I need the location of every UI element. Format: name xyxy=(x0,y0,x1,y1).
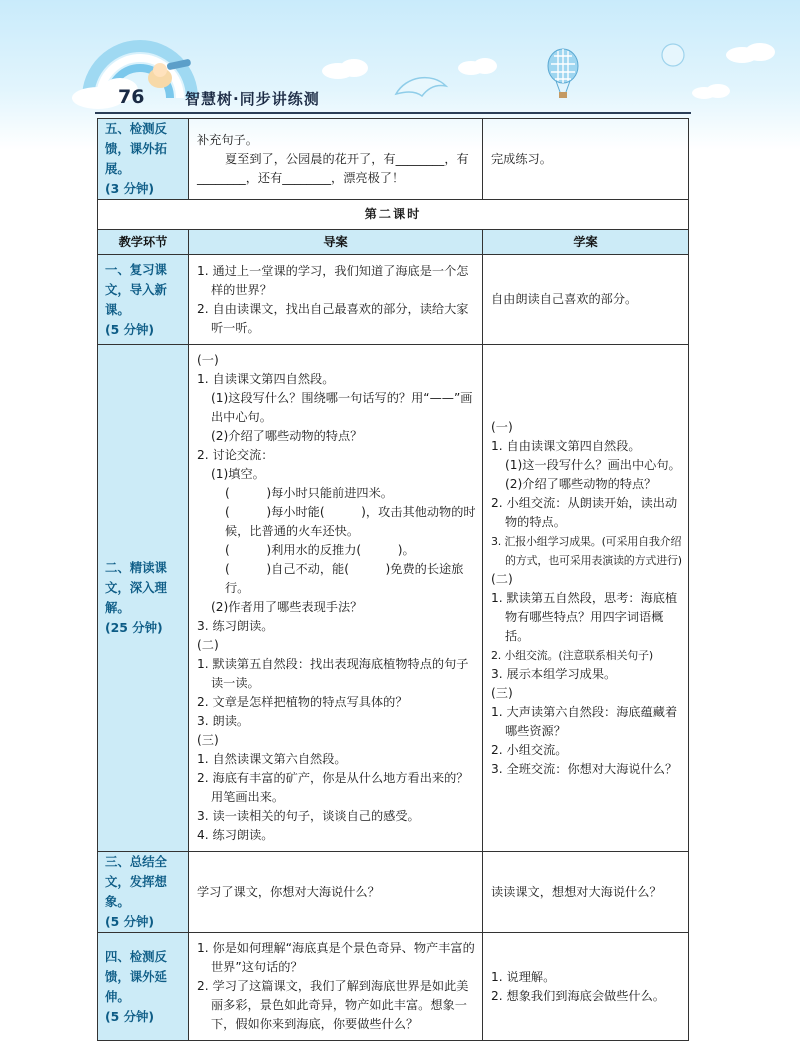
learn-cell xyxy=(483,345,689,852)
table-header-row xyxy=(98,230,689,255)
learn-line: 读读课文，想想对大海说什么？ xyxy=(491,884,662,899)
learn-line: 自由朗读自己喜欢的部分。 xyxy=(491,292,638,306)
hot-air-balloon-icon xyxy=(546,48,580,100)
table-row xyxy=(98,852,689,933)
guide-line: 3. 朗读。 xyxy=(197,714,250,728)
table-row xyxy=(98,119,689,200)
learn-line: 2. 小组交流。 xyxy=(491,742,568,757)
dolphin-icon xyxy=(392,70,452,106)
guide-line: ( )自己不动，能( )免费的长途旅行。 xyxy=(225,562,464,595)
learn-line: 3. 全班交流：你想对大海说什么？ xyxy=(491,761,678,776)
learn-cell xyxy=(483,119,689,200)
guide-line: 2. 自由读课文，找出自己最喜欢的部分，读给大家听一听。 xyxy=(197,301,469,335)
telescope-icon xyxy=(165,55,195,75)
section-title: 第二课时 xyxy=(98,200,689,230)
guide-line: (2)作者用了哪些表现手法？ xyxy=(211,600,363,614)
step-name: 五、检测反馈，课外拓展。 xyxy=(105,121,167,176)
cloud-icon xyxy=(455,56,505,76)
learn-line: (2)介绍了哪些动物的特点？ xyxy=(505,476,657,491)
guide-line: 1. 自然读课文第六自然段。 xyxy=(197,752,347,766)
learn-line: 1. 说理解。 xyxy=(491,969,556,984)
step-name: 二、精读课文，深入理解。 xyxy=(105,560,167,615)
step-cell xyxy=(98,345,189,852)
learn-line: 1. 自由读课文第四自然段。 xyxy=(491,438,641,453)
series-title: 智慧树·同步讲练测 xyxy=(185,90,320,108)
step-duration: (3 分钟) xyxy=(105,181,155,196)
step-cell xyxy=(98,852,189,933)
table-row xyxy=(98,933,689,1041)
guide-line: (二) xyxy=(197,638,219,652)
table-row xyxy=(98,255,689,345)
cloud-icon xyxy=(722,40,782,64)
learn-line: 3. 展示本组学习成果。 xyxy=(491,666,617,681)
learn-line: 2. 小组交流：从朗读开始，读出动物的特点。 xyxy=(491,495,678,529)
guide-cell xyxy=(189,345,483,852)
learn-line: 3. 汇报小组学习成果。(可采用自我介绍的方式，也可采用表演读的方式进行) xyxy=(491,534,682,567)
guide-line: 3. 练习朗读。 xyxy=(197,619,274,633)
step-cell xyxy=(98,119,189,200)
guide-line: (一) xyxy=(197,353,219,367)
guide-line: (三) xyxy=(197,733,219,747)
column-header-step: 教学环节 xyxy=(98,230,189,255)
guide-line: 学习了课文，你想对大海说什么？ xyxy=(197,884,380,899)
step-duration: (5 分钟) xyxy=(105,914,155,929)
learn-line: 1. 大声读第六自然段：海底蕴藏着哪些资源？ xyxy=(491,704,678,738)
learn-cell xyxy=(483,255,689,345)
step-duration: (5 分钟) xyxy=(105,1008,155,1024)
learn-line: (二) xyxy=(491,571,513,586)
guide-line: ________，还有________，漂亮极了！ xyxy=(197,170,405,185)
guide-line: 2. 学习了这篇课文，我们了解到海底世界是如此美丽多彩，景色如此奇异，物产如此丰富。想象一下，假如你来到海底，你要做些什么？ xyxy=(197,979,469,1031)
step-name: 四、检测反馈，课外延伸。 xyxy=(105,948,167,1004)
step-name: 三、总结全文，发挥想象。 xyxy=(105,854,167,909)
guide-line: (2)介绍了哪些动物的特点？ xyxy=(211,429,363,443)
guide-line: ( )利用水的反推力( )。 xyxy=(225,543,415,557)
guide-line: 1. 默读第五自然段：找出表现海底植物特点的句子读一读。 xyxy=(197,657,469,690)
step-cell xyxy=(98,933,189,1041)
guide-line: 夏至到了，公园晨的花开了，有________，有 xyxy=(225,151,469,166)
guide-line: ( )每小时能( )，攻击其他动物的时候，比普通的火车还快。 xyxy=(225,505,476,538)
guide-cell xyxy=(189,852,483,933)
learn-line: (1)这一段写什么？画出中心句。 xyxy=(505,457,681,472)
page-number: 76 xyxy=(118,86,145,108)
step-duration: (25 分钟) xyxy=(105,620,163,635)
guide-line: 1. 通过上一堂课的学习，我们知道了海底是一个怎样的世界？ xyxy=(197,263,469,297)
guide-line: 3. 读一读相关的句子，谈谈自己的感受。 xyxy=(197,809,420,823)
step-duration: (5 分钟) xyxy=(105,321,155,337)
guide-line: 1. 你是如何理解“海底真是个景色奇异、物产丰富的世界”这句话的？ xyxy=(197,941,475,974)
guide-cell xyxy=(189,933,483,1041)
column-header-guide: 导案 xyxy=(189,230,483,255)
learn-line: 2. 小组交流。(注意联系相关句子) xyxy=(491,648,653,662)
table-row xyxy=(98,200,689,230)
learn-cell xyxy=(483,852,689,933)
lesson-plan-table xyxy=(97,118,689,1041)
step-name: 一、复习课文，导入新课。 xyxy=(105,261,167,317)
guide-cell xyxy=(189,119,483,200)
cloud-icon xyxy=(690,82,734,100)
table-row xyxy=(98,345,689,852)
guide-line: 2. 讨论交流： xyxy=(197,448,274,462)
column-header-learn: 学案 xyxy=(483,230,689,255)
header-divider xyxy=(95,112,691,114)
learn-line: 1. 默读第五自然段，思考：海底植物有哪些特点？用四字词语概括。 xyxy=(491,590,678,643)
learn-line: 完成练习。 xyxy=(491,151,552,166)
learn-line: (一) xyxy=(491,419,513,434)
guide-line: 补充句子。 xyxy=(197,132,258,147)
guide-line: 2. 海底有丰富的矿产，你是从什么地方看出来的？用笔画出来。 xyxy=(197,771,469,804)
guide-line: 2. 文章是怎样把植物的特点写具体的？ xyxy=(197,695,408,709)
learn-line: (三) xyxy=(491,685,513,700)
cloud-icon xyxy=(318,56,378,80)
guide-cell xyxy=(189,255,483,345)
guide-line: 1. 自读课文第四自然段。 xyxy=(197,372,335,386)
guide-line: (1)填空。 xyxy=(211,467,265,481)
learn-cell xyxy=(483,933,689,1041)
step-cell xyxy=(98,255,189,345)
sun-icon xyxy=(660,42,686,68)
guide-line: ( )每小时只能前进四米。 xyxy=(225,486,393,500)
guide-line: 4. 练习朗读。 xyxy=(197,828,274,842)
guide-line: (1)这段写什么？围绕哪一句话写的？用“——”画出中心句。 xyxy=(211,391,473,424)
learn-line: 2. 想象我们到海底会做些什么。 xyxy=(491,988,665,1003)
